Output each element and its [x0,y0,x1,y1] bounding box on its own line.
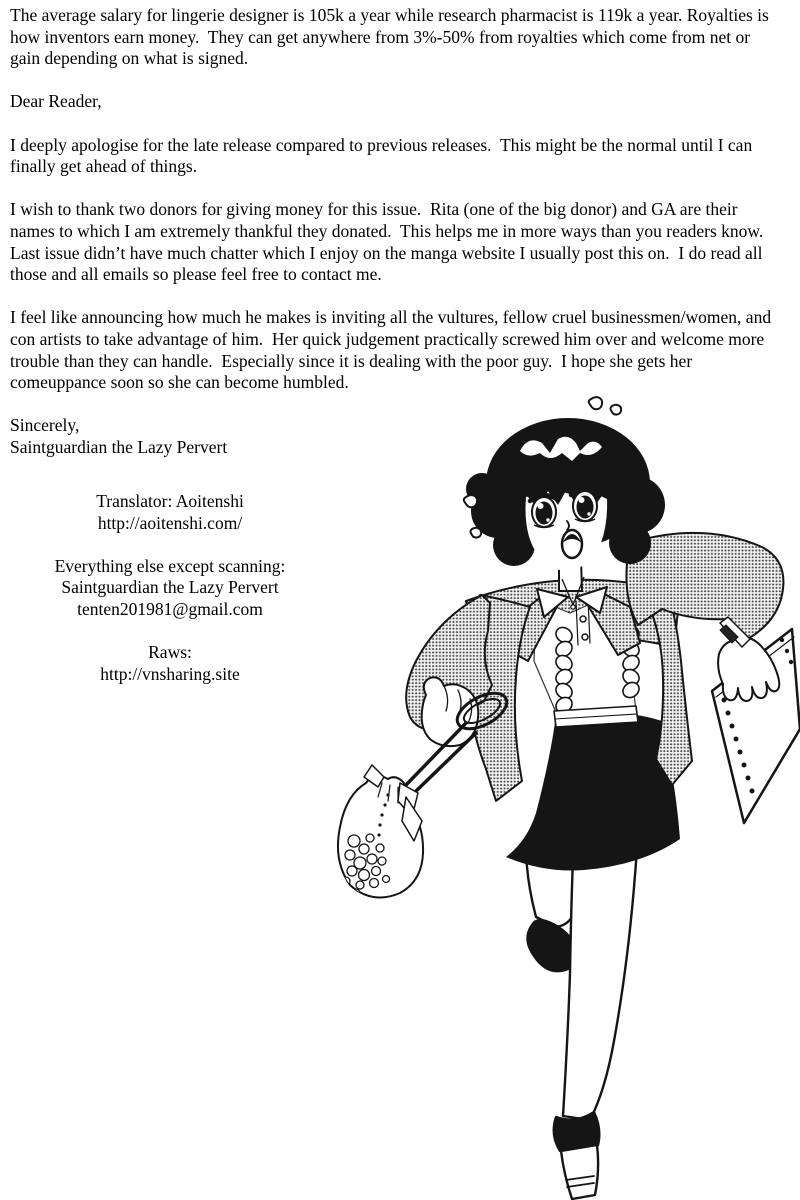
head [466,418,665,573]
letter-line: trouble than they can handle. Especially since it is dealing with the poor guy. I hope she gets her [10,350,693,371]
translator-label: Translator: Aoitenshi [96,491,244,511]
skirt [506,713,680,871]
letter-line: finally get ahead of things. [10,156,198,177]
translator-url: http://aoitenshi.com/ [97,512,243,533]
letter-line: I wish to thank two donors for giving money for this issue. Rita (one of the big donor) and GA are their [10,199,738,220]
letter-line: names to which I am extremely thankful they donated. This helps me in more ways than you readers know. [10,220,764,241]
signature-line: Saintguardian the Lazy Pervert [10,436,228,457]
letter-line: I deeply apologise for the late release compared to previous releases. This might be the normal until I can [10,134,753,155]
credits-block [10,491,330,707]
staff-name: Saintguardian the Lazy Pervert [61,577,279,598]
closing-line: Sincerely, [10,415,80,436]
letter-line: Last issue didn’t have much chatter which I enjoy on the manga website I usually post this on. I do read all [10,242,763,263]
front-leg [563,848,637,1120]
shirt-button [580,616,586,622]
letter-line: I feel like announcing how much he makes is inviting all the vultures, fellow cruel businessmen/women, and [10,307,772,328]
raws-label: Raws: [148,642,192,663]
front-foot [561,1145,598,1199]
drawstring-bag [338,765,423,898]
staff-credit [10,556,330,621]
mouth [562,530,582,558]
letter-line: Dear Reader, [10,91,102,112]
paragraph-commentary [10,307,793,393]
shirt-button [582,634,588,640]
raws-url: http://vnsharing.site [100,663,240,684]
paragraph-donors [10,199,793,285]
letter-line: how inventors earn money. They can get anywhere from 3%-50% from royalties which come from net or [10,26,751,47]
paragraph-apology [10,135,793,178]
legs [526,845,637,1199]
letter-line: con artists to take advantage of him. Her quick judgement practically screwed him over and welcome more [10,328,765,349]
raws-credit [10,642,330,685]
letter-line: gain depending on what is signed. [10,48,249,69]
salutation [10,91,793,113]
translator-credit [10,491,330,534]
letter-line: The average salary for lingerie designer is 105k a year while research pharmacist is 119k a year. Royalties is [10,5,769,25]
manga-girl-svg [330,393,800,1200]
staff-email: tenten201981@gmail.com [77,598,263,619]
necklace-pendant [571,605,575,609]
paragraph-salary-facts [10,5,793,70]
staff-label: Everything else except scanning: [54,555,286,576]
manga-girl-illustration [330,393,800,1200]
letter-line: comeuppance soon so she can become humbled. [10,372,349,393]
letter-line: those and all emails so please feel free to contact me. [10,264,382,285]
